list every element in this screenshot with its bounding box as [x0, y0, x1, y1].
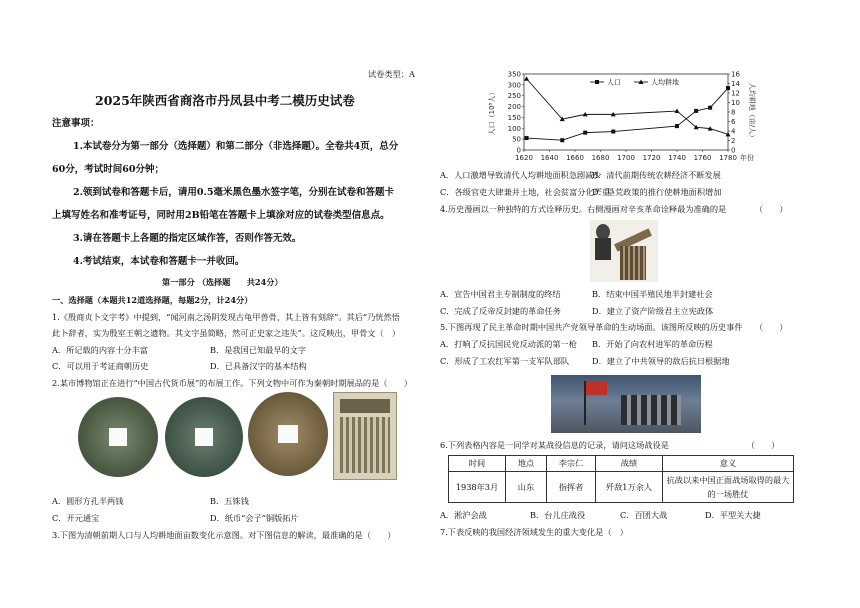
legend-marker-population	[595, 80, 599, 84]
y2-tick-label: 14	[731, 80, 740, 88]
q6-option-d: D．平型关大捷	[705, 510, 761, 520]
farmland-point	[524, 76, 529, 81]
x-tick-label: 1640	[540, 154, 559, 162]
y2-tick-label: 4	[731, 127, 736, 136]
notice-heading: 注意事项：	[52, 118, 100, 129]
notice-item-1b: 60分，考试时间60分钟；	[52, 164, 164, 175]
population-chart	[488, 68, 758, 166]
significance-line-1: 抗战以来中国正面战场取得的最大	[666, 475, 790, 485]
population-point	[560, 138, 564, 142]
q3-option-c: C．各级官吏大肆兼并土地，社会贫富分化严重	[440, 187, 611, 197]
table-cell	[663, 472, 794, 503]
table-header-cell: 意义	[663, 456, 794, 472]
table-cell: 歼敌1万余人	[596, 472, 663, 503]
y2-tick-label: 6	[731, 118, 736, 126]
q5-option-d: D．建立了中共领导的敌后抗日根据地	[592, 356, 730, 366]
q2-option-b: B．五铢钱	[210, 496, 249, 506]
y-axis-label: 人口（10⁸人）	[488, 88, 496, 136]
q4-stem: 4.历史漫画以一种独特的方式诠释历史。右侧漫画对辛亥革命诠释最为准确的是 （ ）	[440, 204, 788, 214]
notice-item-2: 2.领到试卷和答题卡后，请用0.5毫米黑色墨水签字笔，分别在试卷和答题卡	[73, 187, 394, 198]
y-tick-label: 300	[507, 81, 521, 90]
population-point	[726, 86, 730, 90]
revolution-cartoon-image	[590, 220, 658, 282]
q5-stem: 5.下图再现了民主革命时期中国共产党领导革命的生动场面。该图所反映的历史事件 （ ）	[440, 322, 788, 332]
part1-heading: 第一部分 （选择题 共24分）	[162, 277, 283, 287]
population-point	[583, 131, 587, 135]
notice-item-1: 1.本试卷分为第一部分（选择题）和第二部分（非选择题）。全卷共4页，总分	[73, 141, 399, 152]
series-line-1	[527, 88, 728, 140]
x-tick-label: 1620	[515, 154, 533, 162]
q5-option-a: A．打响了反抗国民党反动派的第一枪	[440, 339, 577, 349]
y-tick-label: 0	[516, 146, 521, 155]
section-heading: 一、选择题（本题共12道选择题，每题2分，计24分）	[52, 295, 253, 305]
population-point	[694, 109, 698, 113]
table-cell: 指挥者	[547, 472, 596, 503]
q3-option-b: B．清代前期传统农耕经济不断发展	[592, 170, 721, 180]
q2-option-c: C．开元通宝	[52, 513, 100, 523]
banliang-coin-image	[78, 397, 158, 477]
q2-option-a: A．圆形方孔半两钱	[52, 496, 124, 506]
y-tick-label: 100	[507, 124, 521, 133]
table-header-cell: 战绩	[596, 456, 663, 472]
y-tick-label: 150	[507, 113, 521, 122]
y2-tick-label: 12	[731, 89, 740, 98]
q2-stem: 2.某市博物馆正在进行“中国古代货币展”的布展工作。下列文物中可作为秦朝时期展品的是（ ）	[52, 378, 413, 388]
q3-stem: 3.下图为清朝前期人口与人均耕地面亩数变化示意图。对下图信息的解读，最准确的是（ ）	[52, 530, 396, 540]
y2-tick-label: 10	[731, 99, 740, 107]
significance-line-2: 的一场胜仗	[707, 489, 749, 499]
table-header-row	[449, 456, 794, 472]
table-header-cell: 李宗仁	[547, 456, 596, 472]
y-tick-label: 200	[507, 103, 521, 112]
q3-option-a: A．人口激增导致清代人均耕地面积急剧减少	[440, 170, 602, 180]
notice-item-3: 3.请在答题卡上各题的指定区域作答，否则作答无效。	[73, 233, 302, 244]
q6-option-b: B．台儿庄战役	[530, 510, 586, 520]
table-header-cell: 时间	[449, 456, 506, 472]
notice-item-2b: 上填写姓名和准考证号，同时用2B铅笔在答题卡上填涂对应的试卷类型信息点。	[52, 210, 390, 221]
page-title: 2025年陕西省商洛市丹凤县中考二模历史试卷	[95, 93, 355, 108]
paper-type: 试卷类型：A	[368, 69, 415, 79]
q6-option-c: C．百团大战	[620, 510, 668, 520]
q4-option-c: C．完成了反帝反封建的革命任务	[440, 306, 561, 316]
legend-label-population: 人口	[607, 78, 621, 87]
q6-stem: 6.下列表格内容是一同学对某战役信息的记录，请问这场战役是 （ ）	[440, 440, 780, 450]
x-tick-label: 1740	[668, 154, 686, 162]
q4-option-a: A．宣告中国君主专制制度的终结	[440, 289, 561, 299]
legend-label-farmland: 人均耕地	[651, 78, 679, 87]
notice-item-4: 4.考试结束，本试卷和答题卡一并收回。	[73, 256, 245, 267]
table-row	[449, 472, 794, 503]
x-axis-label: 年份	[740, 154, 754, 162]
population-point	[611, 130, 615, 134]
table-cell: 1938年3月	[449, 472, 506, 503]
y2-tick-label: 16	[731, 70, 740, 79]
x-tick-label: 1780	[719, 154, 737, 162]
battle-table	[448, 455, 794, 503]
kaiyuan-coin-image	[248, 392, 328, 476]
y-tick-label: 350	[507, 70, 521, 79]
y-tick-label: 250	[507, 92, 521, 101]
series-line-2	[527, 79, 728, 135]
q2-option-d: D．纸币“会子”铜版拓片	[210, 513, 299, 523]
population-point	[675, 124, 679, 128]
q3-option-d: D．垦荒政策的推行使耕地面积增加	[592, 187, 722, 197]
q1-stem-line2: 此卜辞者，实为殷室王朝之遗物。其文字虽简略，然可正史家之违失”。这反映出，甲骨文（ ）	[52, 328, 401, 338]
y-tick-label: 50	[512, 135, 521, 144]
q5-option-b: B．开始了向农村进军的革命历程	[592, 339, 713, 349]
y2-axis-label: 人均耕地（亩/人）	[748, 82, 756, 142]
y2-tick-label: 2	[731, 137, 736, 145]
q1-option-a: A．所记载的内容十分丰富	[52, 345, 148, 355]
population-point	[525, 136, 529, 140]
x-tick-label: 1660	[566, 154, 584, 162]
q6-option-a: A．淞沪会战	[440, 510, 487, 520]
huizi-rubbing-image	[333, 392, 397, 480]
x-tick-label: 1720	[642, 154, 661, 162]
population-point	[708, 106, 712, 110]
q7-stem: 7.下表反映的我国经济领域发生的重大变化是（ ）	[440, 527, 628, 537]
x-tick-label: 1700	[617, 154, 635, 162]
y2-tick-label: 8	[731, 108, 736, 117]
q1-stem-line1: 1.《殷商贞卜文字考》中提到，“闻河南之汤阴发现古龟甲兽骨，其上皆有刻辞”。其后“乃恍然悟	[52, 312, 400, 322]
table-header-cell: 地点	[506, 456, 547, 472]
q1-option-d: D．已具备汉字的基本结构	[210, 361, 307, 371]
y2-tick-label: 0	[731, 146, 736, 155]
wuzhu-coin-image	[165, 397, 243, 477]
table-cell: 山东	[506, 472, 547, 503]
uprising-painting-image	[551, 375, 701, 433]
x-tick-label: 1760	[693, 154, 712, 162]
q4-option-b: B．结束中国半殖民地半封建社会	[592, 289, 713, 299]
x-tick-label: 1680	[591, 154, 610, 162]
q1-option-c: C．可以用于考证商朝历史	[52, 361, 149, 371]
q4-option-d: D．建立了资产阶级君主立宪政体	[592, 306, 714, 316]
q5-option-c: C．形成了工农红军第一支军队部队	[440, 356, 570, 366]
q1-option-b: B．是我国已知最早的文字	[210, 345, 307, 355]
